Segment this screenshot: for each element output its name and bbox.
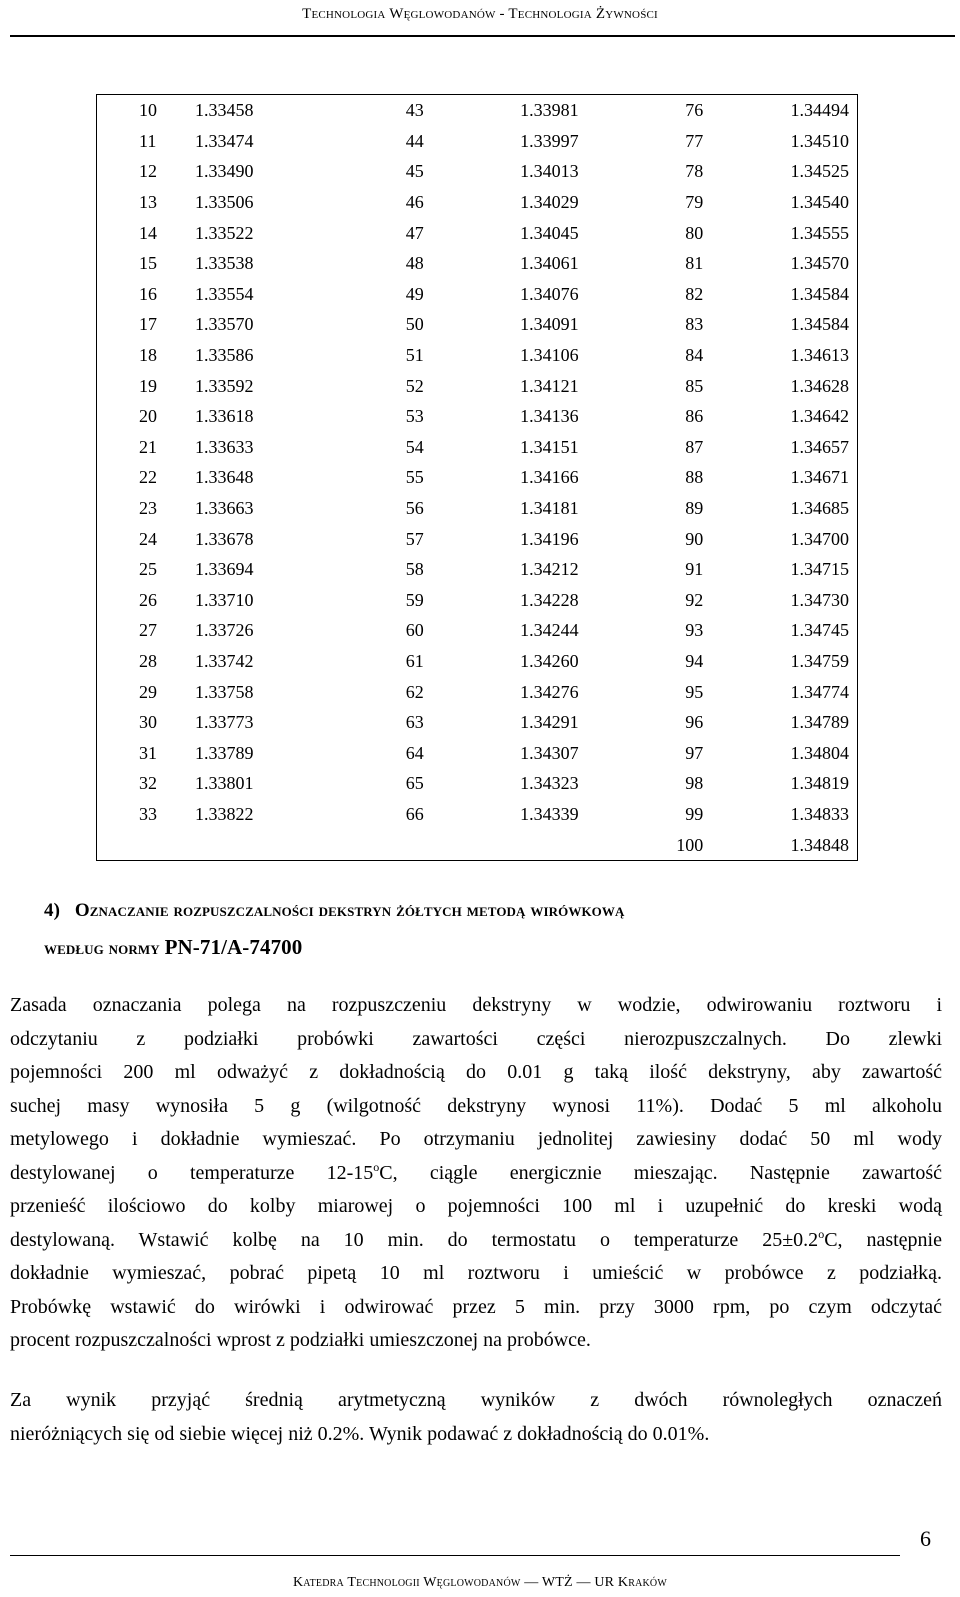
- temperature-cell: 15: [139, 253, 157, 274]
- refractive-index-cell: 1.33822: [194, 803, 254, 824]
- temperature-cell: 81: [685, 253, 704, 274]
- temperature-cell: 89: [685, 498, 704, 519]
- table-row: [97, 737, 857, 768]
- refractive-index-cell: 1.33633: [194, 436, 254, 457]
- refractive-index-cell: 1.33458: [194, 100, 254, 121]
- refractive-index-cell: 1.34833: [790, 803, 849, 824]
- text-segment: C, ciągle energicznie mieszając. Następnie zawartość: [379, 1161, 943, 1184]
- temperature-cell: 51: [405, 345, 424, 366]
- temperature-cell: 98: [685, 773, 704, 794]
- refractive-index-cell: 1.34642: [790, 406, 849, 427]
- section-number: 4): [44, 900, 61, 921]
- temperature-cell: 31: [139, 742, 157, 763]
- temperature-cell: 82: [685, 283, 704, 304]
- temperature-cell: 60: [405, 620, 424, 641]
- temperature-cell: 44: [405, 130, 424, 151]
- temperature-cell: 87: [685, 436, 704, 457]
- text-segment: destylowanej o temperaturze 12-15: [10, 1161, 374, 1184]
- temperature-cell: 62: [405, 681, 424, 702]
- refractive-index-cell: 1.34540: [790, 192, 849, 213]
- refractive-index-cell: 1.34789: [790, 712, 849, 733]
- refractive-index-cell: 1.34494: [790, 100, 849, 121]
- temperature-cell: 33: [139, 803, 157, 824]
- temperature-cell: 49: [405, 283, 424, 304]
- temperature-cell: 50: [405, 314, 424, 335]
- temperature-cell: 28: [139, 650, 157, 671]
- table-row: [97, 370, 857, 401]
- refractive-index-cell: 1.33710: [194, 589, 254, 610]
- temperature-cell: 47: [405, 222, 424, 243]
- page-header: Technologia Węglowodanów - Technologia Żywności: [302, 6, 658, 22]
- temperature-cell: [97, 829, 195, 860]
- temperature-cell: 94: [685, 650, 704, 671]
- temperature-cell: 30: [139, 712, 157, 733]
- temperature-cell: 84: [685, 345, 704, 366]
- text-line: [10, 1224, 942, 1258]
- refractive-index-cell: 1.33522: [194, 222, 254, 243]
- footer-rule: [10, 1555, 900, 1556]
- temperature-cell: 80: [685, 222, 704, 243]
- refractive-index-cell: 1.34121: [520, 375, 579, 396]
- refractive-index-cell: 1.33678: [194, 528, 254, 549]
- table-row: [97, 615, 857, 646]
- refractive-index-cell: 1.34555: [790, 222, 849, 243]
- table-row: [97, 768, 857, 799]
- text-line: metylowego i dokładnie wymieszać. Po otrzymaniu jednolitej zawiesiny dodać 50 ml wody: [10, 1128, 942, 1150]
- temperature-cell: 79: [685, 192, 704, 213]
- temperature-cell: 20: [139, 406, 157, 427]
- text-line: Za wynik przyjąć średnią arytmetyczną wyników z dwóch równoległych oznaczeń: [10, 1389, 942, 1411]
- temperature-cell: [309, 829, 424, 860]
- refractive-index-cell: 1.34166: [520, 467, 579, 488]
- temperature-cell: 88: [685, 467, 704, 488]
- refractive-index-cell: 1.34260: [520, 650, 579, 671]
- table-row: [97, 217, 857, 248]
- temperature-cell: 61: [405, 650, 424, 671]
- temperature-cell: 55: [405, 467, 424, 488]
- refractive-index-cell: 1.34228: [520, 589, 579, 610]
- refractive-index-cell: [195, 829, 309, 860]
- refractive-index-cell: 1.34759: [790, 650, 849, 671]
- refractive-index-cell: 1.34613: [790, 345, 849, 366]
- temperature-cell: 95: [685, 681, 704, 702]
- text-line: Zasada oznaczania polega na rozpuszczeniu dekstryny w wodzie, odwirowaniu roztworu i: [10, 994, 942, 1016]
- temperature-cell: 23: [139, 498, 157, 519]
- text-line: pojemności 200 ml odważyć z dokładnością do 0.01 g taką ilość dekstryny, aby zawartość: [10, 1061, 942, 1083]
- temperature-cell: 17: [139, 314, 157, 335]
- refractive-index-cell: 1.33981: [520, 100, 579, 121]
- refractive-index-cell: 1.34339: [520, 803, 579, 824]
- text-line: przenieść ilościowo do kolby miarowej o pojemności 100 ml i uzupełnić do kreski wodą: [10, 1195, 942, 1217]
- table-row: [97, 523, 857, 554]
- table-row: [97, 707, 857, 738]
- refractive-index-cell: [424, 829, 579, 860]
- temperature-cell: 86: [685, 406, 704, 427]
- refractive-index-cell: 1.33742: [194, 650, 254, 671]
- temperature-cell: 24: [139, 528, 157, 549]
- temperature-cell: 65: [405, 773, 424, 794]
- refractive-index-cell: 1.34045: [520, 222, 579, 243]
- refractive-index-cell: 1.34584: [790, 314, 849, 335]
- refractive-index-cell: 1.33789: [194, 742, 254, 763]
- refractive-index-cell: 1.34091: [520, 314, 579, 335]
- temperature-cell: 43: [405, 100, 424, 121]
- temperature-cell: 91: [685, 559, 704, 580]
- text-line: nieróżniących się od siebie więcej niż 0.2%. Wynik podawać z dokładnością do 0.01%.: [10, 1422, 710, 1445]
- degree-sign: o: [373, 1159, 380, 1174]
- refractive-index-cell: 1.34745: [790, 620, 849, 641]
- temperature-cell: 32: [139, 773, 157, 794]
- temperature-cell: 76: [685, 100, 704, 121]
- refractive-index-cell: 1.33773: [194, 712, 254, 733]
- refractive-index-cell: 1.34510: [790, 130, 849, 151]
- text-segment: destylowaną. Wstawić kolbę na 10 min. do termostatu o temperaturze 25±0.2: [10, 1228, 819, 1251]
- temperature-cell: 53: [405, 406, 424, 427]
- table-row: [97, 646, 857, 677]
- temperature-cell: 59: [405, 589, 424, 610]
- text-line: [10, 1157, 942, 1191]
- temperature-cell: 13: [139, 192, 157, 213]
- refractive-index-cell: 1.33694: [194, 559, 254, 580]
- temperature-cell: 21: [139, 436, 157, 457]
- refractive-index-cell: 1.34657: [790, 436, 849, 457]
- temperature-cell: 52: [405, 375, 424, 396]
- table-row: [97, 462, 857, 493]
- temperature-cell: 100: [676, 834, 704, 855]
- temperature-cell: 92: [685, 589, 704, 610]
- refractive-index-cell: 1.34291: [520, 712, 579, 733]
- temperature-cell: 27: [139, 620, 157, 641]
- refractive-index-cell: 1.34181: [520, 498, 579, 519]
- table-row: [97, 187, 857, 218]
- table-row: [97, 554, 857, 585]
- temperature-cell: 45: [405, 161, 424, 182]
- table-row: [97, 248, 857, 279]
- temperature-cell: 58: [405, 559, 424, 580]
- section-heading: [44, 893, 924, 967]
- text-line: dokładnie wymieszać, pobrać pipetą 10 ml roztworu i umieścić w probówce z podziałką.: [10, 1262, 942, 1284]
- refractive-index-cell: 1.34584: [790, 283, 849, 304]
- page-number: 6: [920, 1526, 931, 1551]
- refractive-index-cell: 1.34570: [790, 253, 849, 274]
- temperature-cell: 66: [405, 803, 424, 824]
- temperature-cell: 63: [405, 712, 424, 733]
- table-row: [97, 340, 857, 371]
- norm-code: PN-71/A-74700: [164, 935, 303, 959]
- temperature-cell: 54: [405, 436, 424, 457]
- refractive-index-cell: 1.34819: [790, 773, 849, 794]
- refractive-index-cell: 1.34061: [520, 253, 579, 274]
- degree-sign: o: [818, 1226, 825, 1241]
- refractive-index-cell: 1.33801: [194, 773, 254, 794]
- table-row: [97, 432, 857, 463]
- refractive-index-cell: 1.34212: [520, 559, 579, 580]
- refractive-index-cell: 1.34076: [520, 283, 579, 304]
- refractive-index-cell: 1.34106: [520, 345, 579, 366]
- table-row: [97, 799, 857, 830]
- temperature-cell: 12: [139, 161, 157, 182]
- refractive-index-cell: 1.33592: [194, 375, 254, 396]
- text-line: odczytaniu z podziałki probówki zawartości części nierozpuszczalnych. Do zlewki: [10, 1027, 942, 1050]
- table-row: [97, 829, 857, 860]
- refractive-index-cell: 1.33663: [194, 498, 254, 519]
- refractive-index-cell: 1.34671: [790, 467, 849, 488]
- text-line: procent rozpuszczalności wprost z podziałki umieszczonej na probówce.: [10, 1329, 591, 1351]
- method-paragraph: [10, 989, 942, 1358]
- refractive-index-cell: 1.33618: [194, 406, 254, 427]
- table-row: [97, 585, 857, 616]
- refractive-index-cell: 1.33506: [194, 192, 254, 213]
- refractive-index-cell: 1.34244: [520, 620, 579, 641]
- refractive-index-cell: 1.34700: [790, 528, 849, 549]
- temperature-cell: 83: [685, 314, 704, 335]
- refractive-index-cell: 1.33538: [194, 253, 254, 274]
- refractive-index-cell: 1.33586: [194, 345, 254, 366]
- temperature-cell: 78: [685, 161, 704, 182]
- temperature-cell: 93: [685, 620, 704, 641]
- refractive-index-cell: 1.33554: [194, 283, 254, 304]
- temperature-cell: 64: [405, 742, 424, 763]
- temperature-cell: 11: [139, 130, 157, 151]
- temperature-cell: 19: [139, 375, 157, 396]
- temperature-cell: 99: [685, 803, 704, 824]
- section-title-prefix: według normy: [44, 938, 160, 959]
- temperature-cell: 18: [139, 345, 157, 366]
- table-row: [97, 279, 857, 310]
- refractive-index-cell: 1.34013: [520, 161, 579, 182]
- refractive-index-cell: 1.34136: [520, 406, 579, 427]
- table-row: [97, 126, 857, 157]
- temperature-cell: 77: [685, 130, 704, 151]
- temperature-cell: 90: [685, 528, 704, 549]
- refractive-index-cell: 1.33474: [194, 130, 254, 151]
- refractive-index-cell: 1.33648: [194, 467, 254, 488]
- text-segment: C, następnie: [824, 1228, 942, 1251]
- temperature-cell: 29: [139, 681, 157, 702]
- table-row: [97, 309, 857, 340]
- refractive-index-cell: 1.33570: [194, 314, 254, 335]
- header-rule: [10, 35, 955, 37]
- table-row: [97, 493, 857, 524]
- refractive-index-cell: 1.34685: [790, 498, 849, 519]
- refractive-index-cell: 1.34029: [520, 192, 579, 213]
- refractive-index-cell: 1.33997: [520, 130, 579, 151]
- refractive-index-cell: 1.34804: [790, 742, 849, 763]
- section-title-line1: Oznaczanie rozpuszczalności dekstryn żółtych metodą wirówkową: [74, 900, 625, 921]
- refractive-index-cell: 1.34628: [790, 375, 849, 396]
- table-row: [97, 401, 857, 432]
- refractive-index-cell: 1.34307: [520, 742, 579, 763]
- refractive-index-cell: 1.33490: [194, 161, 254, 182]
- refractive-index-cell: 1.33726: [194, 620, 254, 641]
- refractive-index-cell: 1.34196: [520, 528, 579, 549]
- temperature-cell: 10: [139, 100, 157, 121]
- page-footer: Katedra Technologii Węglowodanów — WTŻ — UR Kraków: [292, 1575, 667, 1590]
- temperature-cell: 48: [405, 253, 424, 274]
- temperature-cell: 56: [405, 498, 424, 519]
- result-paragraph: [10, 1384, 942, 1451]
- refractive-index-cell: 1.34151: [520, 436, 579, 457]
- refractive-index-cell: 1.34848: [790, 834, 849, 855]
- refractive-index-cell: 1.34730: [790, 589, 849, 610]
- refractive-index-cell: 1.34525: [790, 161, 849, 182]
- temperature-cell: 26: [139, 589, 157, 610]
- table-row: [97, 676, 857, 707]
- refractive-index-cell: 1.34276: [520, 681, 579, 702]
- text-line: Probówkę wstawić do wirówki i odwirować przez 5 min. przy 3000 rpm, po czym odczytać: [10, 1295, 942, 1318]
- refractive-index-cell: 1.34323: [520, 773, 579, 794]
- temperature-cell: 14: [139, 222, 157, 243]
- temperature-cell: 97: [685, 742, 704, 763]
- text-line: suchej masy wynosiła 5 g (wilgotność dekstryny wynosi 11%). Dodać 5 ml alkoholu: [10, 1094, 942, 1117]
- refractive-index-table: [96, 94, 858, 861]
- temperature-cell: 22: [139, 467, 157, 488]
- temperature-cell: 16: [139, 283, 157, 304]
- temperature-cell: 25: [139, 559, 157, 580]
- temperature-cell: 85: [685, 375, 704, 396]
- temperature-cell: 96: [685, 712, 704, 733]
- table-row: [97, 95, 857, 126]
- refractive-index-cell: 1.34774: [790, 681, 849, 702]
- refractive-index-cell: 1.34715: [790, 559, 849, 580]
- temperature-cell: 57: [405, 528, 424, 549]
- temperature-cell: 46: [405, 192, 424, 213]
- refractive-index-cell: 1.33758: [194, 681, 254, 702]
- table-row: [97, 156, 857, 187]
